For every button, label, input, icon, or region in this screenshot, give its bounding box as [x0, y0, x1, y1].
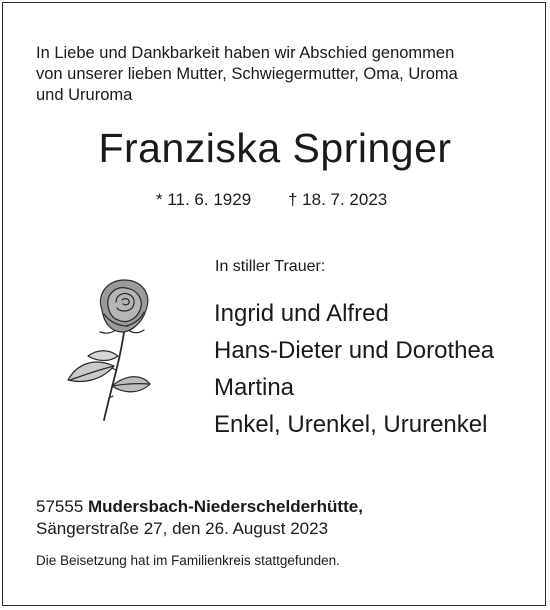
- intro-line-2: von unserer lieben Mutter, Schwiegermutter, Oma, Uroma: [36, 65, 458, 83]
- intro-line-1: In Liebe und Dankbarkeit haben wir Abschied genommen: [36, 44, 455, 62]
- address-block: [36, 496, 363, 540]
- birth-date: * 11. 6. 1929: [156, 190, 252, 209]
- address-city-line: [36, 496, 363, 518]
- intro-line-3: und Ururoma: [36, 86, 133, 104]
- intro-text: [36, 43, 516, 106]
- burial-note: Die Beisetzung hat im Familienkreis stattgefunden.: [36, 553, 340, 568]
- mourner-entry: Hans-Dieter und Dorothea: [214, 337, 495, 364]
- mourner-entry: Enkel, Urenkel, Ururenkel: [214, 411, 488, 438]
- mourner-entry: Martina: [214, 374, 295, 401]
- mourners-list: [214, 295, 494, 443]
- postal-code: 57555: [36, 497, 84, 516]
- mourner-entry: Ingrid und Alfred: [214, 300, 389, 327]
- street-date-line: Sängerstraße 27, den 26. August 2023: [36, 519, 329, 538]
- mourning-intro: In stiller Trauer:: [215, 258, 326, 275]
- death-date: † 18. 7. 2023: [288, 190, 388, 209]
- city-name: Mudersbach-Niederschelderhütte,: [88, 497, 363, 516]
- deceased-name: Franziska Springer: [98, 125, 452, 171]
- rose-icon: [56, 270, 156, 430]
